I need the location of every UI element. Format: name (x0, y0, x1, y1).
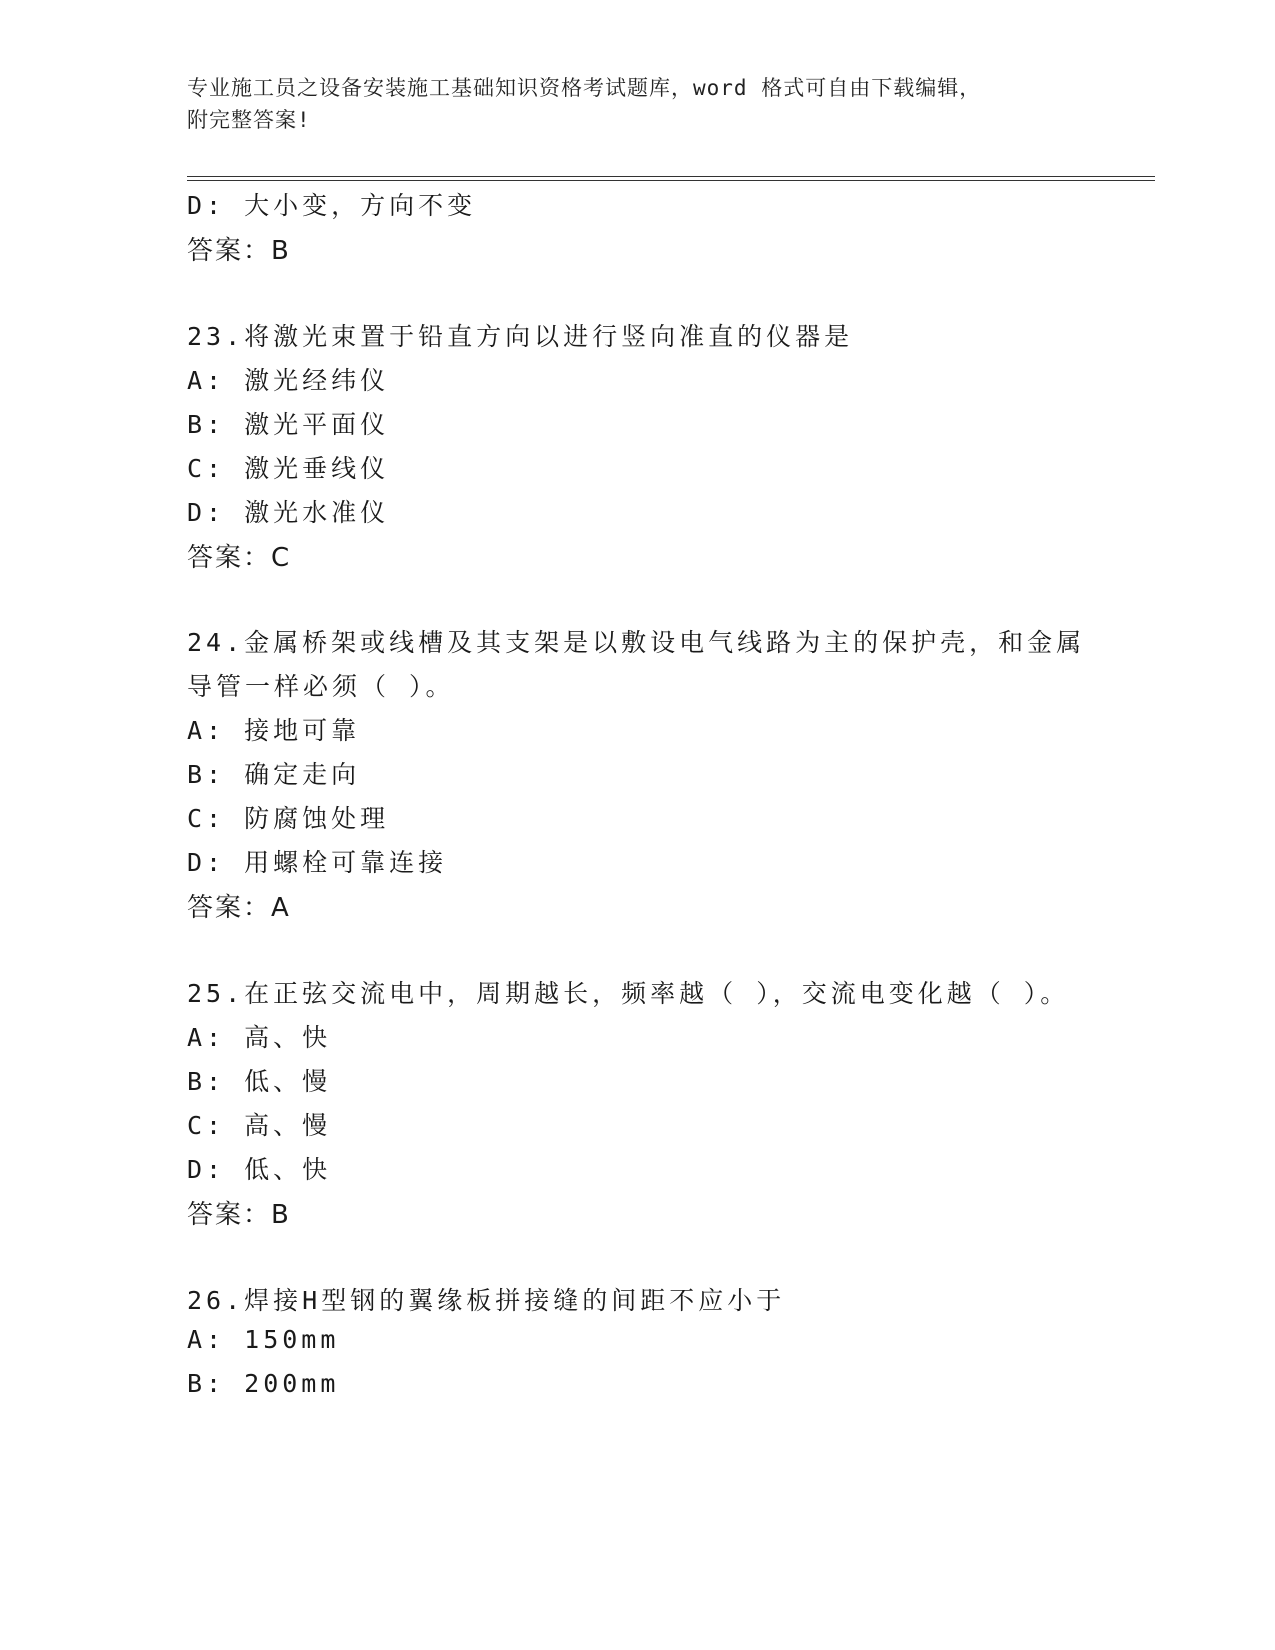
option-line: C: 激光垂线仪 (187, 454, 390, 483)
option-line: A: 高、快 (187, 1023, 332, 1052)
option-line: B: 激光平面仪 (187, 410, 390, 439)
answer-line: 答案：B (187, 236, 291, 266)
option-line: A: 激光经纬仪 (187, 366, 390, 395)
option-line: B: 低、慢 (187, 1067, 332, 1096)
option-line: A: 150mm (187, 1325, 340, 1354)
answer-line: 答案：B (187, 1200, 291, 1230)
option-line: D: 激光水准仪 (187, 498, 390, 527)
question-line: 25.在正弦交流电中，周期越长，频率越（ ），交流电变化越（ ）。 (187, 979, 1070, 1008)
question-line: 23.将激光束置于铅直方向以进行竖向准直的仪器是 (187, 322, 854, 351)
option-line: D: 大小变，方向不变 (187, 191, 477, 220)
option-line: C: 高、慢 (187, 1111, 332, 1140)
option-line: B: 200mm (187, 1369, 340, 1398)
document-header (187, 72, 1067, 136)
option-line: B: 确定走向 (187, 760, 361, 789)
option-line: D: 用螺栓可靠连接 (187, 848, 448, 877)
option-line: C: 防腐蚀处理 (187, 804, 390, 833)
answer-line: 答案：A (187, 893, 291, 923)
header-line-2: 附完整答案! (187, 108, 311, 132)
option-line: A: 接地可靠 (187, 716, 361, 745)
question-line-continued: 导管一样必须（ ）。 (187, 672, 455, 701)
option-line: D: 低、快 (187, 1155, 332, 1184)
header-line-1: 专业施工员之设备安装施工基础知识资格考试题库，word 格式可自由下载编辑， (187, 76, 982, 100)
question-line: 26.焊接H型钢的翼缘板拼接缝的间距不应小于 (187, 1286, 786, 1315)
answer-line: 答案：C (187, 543, 292, 573)
header-divider (187, 176, 1155, 181)
question-line: 24.金属桥架或线槽及其支架是以敷设电气线路为主的保护壳，和金属 (187, 628, 1086, 657)
